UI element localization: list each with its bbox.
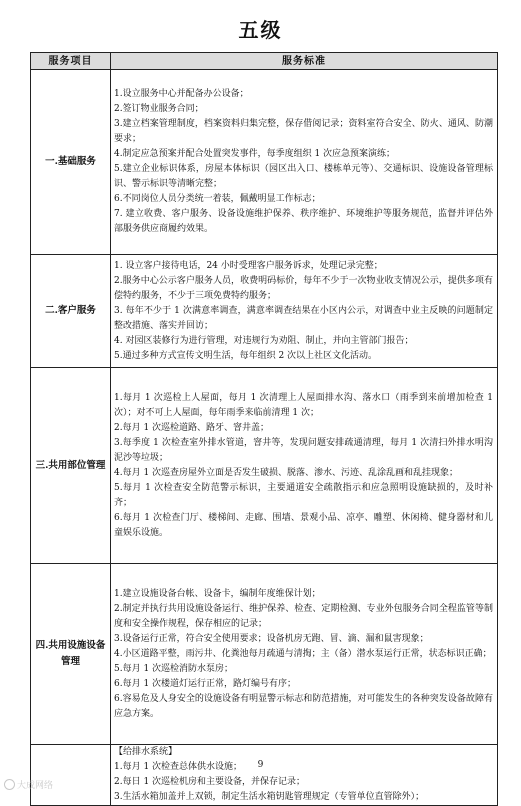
standard-item: 3.设备运行正常，符合安全使用要求；设备机房无跑、冒、滴、漏和鼠害现象； [114, 633, 429, 644]
category-cell: 三.共用部位管理 [31, 368, 111, 564]
table-row [31, 745, 498, 806]
standard-item: 1.每月 1 次巡检上人屋面，每月 1 次清理上人屋面排水沟、落水口（雨季到来前增加检查 1 次）；对不可上人屋面，每年雨季来临前清理 1 次； [114, 392, 493, 418]
table-row [31, 70, 498, 255]
standard-item: 3.生活水箱加盖并上双锁，制定生活水箱钥匙管理规定（专管单位直管除外）； [114, 792, 425, 802]
standard-item: 1.建立设施设备台帐、设备卡，编制年度维保计划； [114, 588, 321, 599]
header-service-standard: 服务标准 [111, 53, 498, 70]
watermark-logo-icon [4, 779, 15, 790]
standards-cell [111, 368, 498, 564]
standard-item: 5.每月 1 次检查安全防范警示标识，主要通道安全疏散指示和应急照明设施缺损的，及时补齐； [114, 482, 493, 508]
category-cell: 一.基础服务 [31, 70, 111, 255]
standard-item: 2.每日 1 次巡检机房和主要设备，并保存记录； [114, 777, 306, 787]
standard-item: 4.制定应急预案并配合处置突发事件，每季度组织 1 次应急预案演练； [114, 149, 396, 159]
standard-item: 5.建立企业标识体系，房屋本体标识（园区出入口、楼栋单元等）、交通标识、设施设备管理标识、警示标识等清晰完整； [114, 164, 493, 189]
table-row [31, 368, 498, 564]
table-row [31, 255, 498, 368]
standard-item: 2.每月 1 次巡检道路、路牙、窨井盖； [114, 422, 270, 433]
standard-item: 2.制定并执行共用设施设备运行、维护保养、检查、定期检测、专业外包服务合同全程监管等制度和安全操作规程，保存相应的记录； [114, 603, 493, 629]
category-cell: 四.共用设施设备管理 [31, 564, 111, 745]
standard-item: 6.每月 1 次楼道灯运行正常，路灯编号有序； [114, 678, 297, 689]
standard-item: 6.不同岗位人员分类统一着装，佩戴明显工作标志； [114, 194, 321, 204]
standard-item: 3. 每年不少于 1 次满意率调查，满意率调查结果在小区内公示，对调查中业主反映的问题制定整改措施、落实并回访； [114, 305, 493, 331]
service-standard-table [30, 52, 498, 806]
standards-cell [111, 564, 498, 745]
page-number: 9 [257, 760, 264, 770]
standard-item: 5.通过多种方式宣传文明生活，每年组织 2 次以上社区文化活动。 [114, 350, 378, 361]
standard-item: 3.建立档案管理制度，档案资料归集完整，保存借阅记录；资料室符合安全、防火、通风、防潮要求； [114, 119, 493, 144]
standard-item: 1.每月 1 次检查总体供水设施； [114, 762, 243, 772]
standard-item: 4.小区道路平整，雨污井、化粪池每月疏通与清掏；主（备）潜水泵运行正常，状态标识正确； [114, 648, 492, 659]
standard-item: 1. 设立客户接待电话，24 小时受理客户服务诉求，处理记录完整； [114, 260, 383, 271]
standard-item: 6.容易危及人身安全的设施设备有明显警示标志和防范措施，对可能发生的各种突发设备故障有应急方案。 [114, 693, 493, 719]
standard-item: 5.每月 1 次巡检消防水泵房； [114, 663, 234, 674]
standard-item: 6.每月 1 次检查门厅、楼梯间、走廊、围墙、景观小品、凉亭、雕塑、休闲椅、健身器材和儿童娱乐设施。 [114, 512, 493, 538]
standard-item: 3.每季度 1 次检查室外排水管道，窨井等，发现问题安排疏通清理，每月 1 次清扫外排水明沟泥沙等垃圾； [114, 437, 493, 463]
watermark [4, 778, 53, 791]
category-cell-continued [31, 745, 111, 806]
page-title: 五级 [238, 18, 283, 42]
standard-item: 2.签订物业服务合同； [114, 104, 204, 114]
standard-item: 1.设立服务中心并配备办公设备； [114, 89, 249, 99]
table-header-row [31, 53, 498, 70]
watermark-text: 大成网络 [17, 781, 54, 791]
standard-item: 4. 对园区装修行为进行管理，对违规行为劝阻、制止，并向主管部门报告； [114, 335, 414, 346]
standard-subheading: 【给排水系统】 [114, 747, 178, 757]
standards-cell [111, 255, 498, 368]
standards-cell [111, 70, 498, 255]
category-cell: 二.客户服务 [31, 255, 111, 368]
standard-item: 4.每月 1 次巡查房屋外立面是否发生破损、脱落、渗水、污迹、乱涂乱画和乱挂现象； [114, 467, 459, 478]
standard-item: 2.服务中心公示客户服务人员，收费明码标价，每年不少于一次物业收支情况公示，提供多项有偿特约服务，不少于三项免费特约服务； [114, 275, 493, 301]
table-row [31, 564, 498, 745]
standard-item: 7. 建立收费、客户服务、设备设施维护保养、秩序维护、环境维护等服务规范，监督并评估外部服务供应商履约效果。 [114, 209, 493, 234]
header-service-item: 服务项目 [31, 53, 111, 70]
standards-cell [111, 745, 498, 806]
